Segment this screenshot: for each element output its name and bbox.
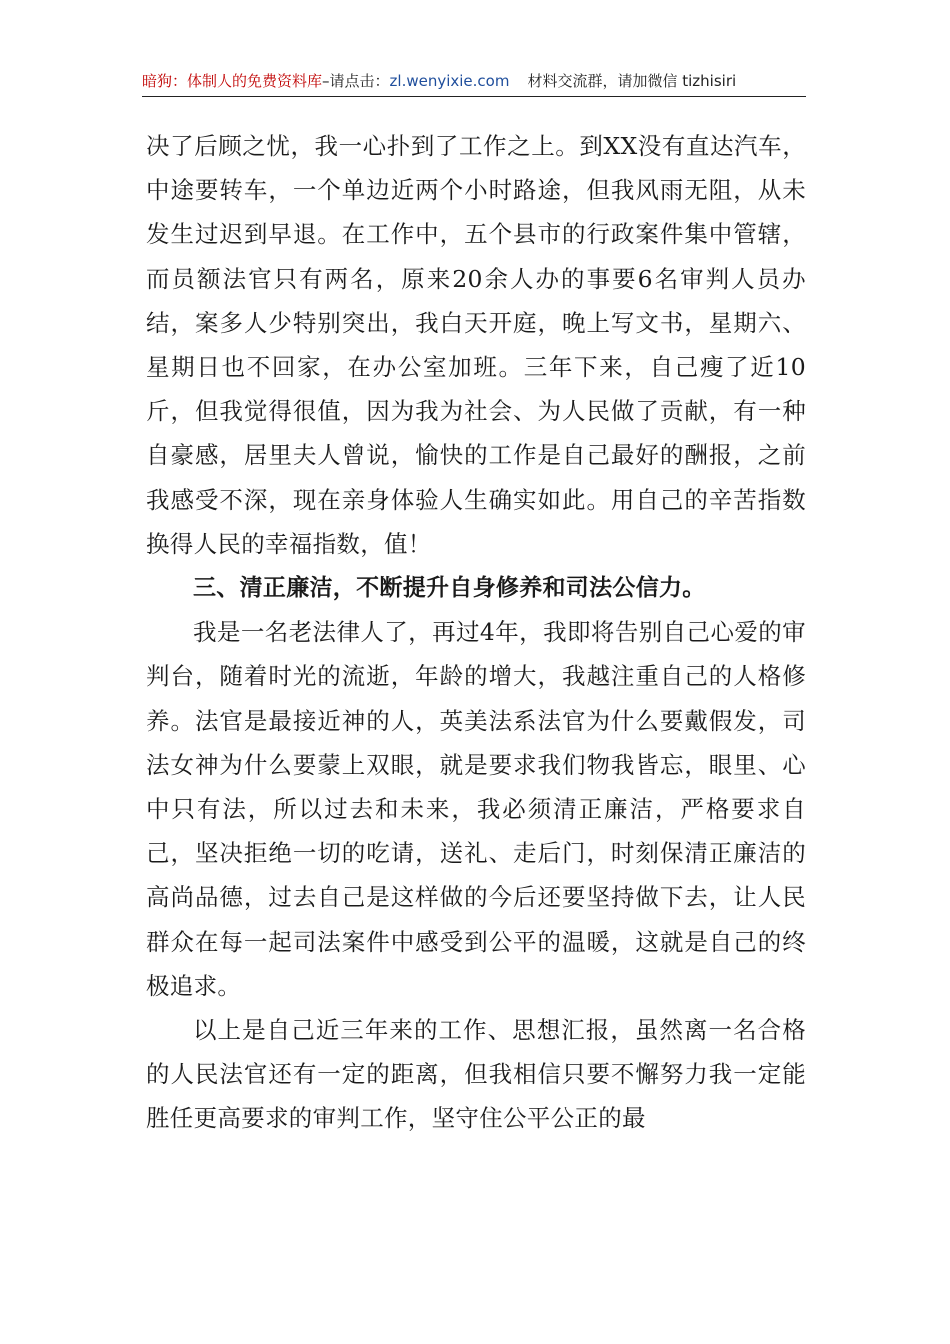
document-body — [146, 124, 806, 1141]
paragraph-summary: 以上是自己近三年来的工作、思想汇报，虽然离一名合格的人民法官还有一定的距离，但我相信只要不懈努力我一定能胜任更高要求的审判工作，坚守住公平公正的最 — [146, 1016, 806, 1133]
header-url-link[interactable]: zl.wenyixie.com — [389, 72, 510, 90]
paragraph-integrity: 我是一名老法律人了，再过4年，我即将告别自己心爱的审判台，随着时光的流逝，年龄的增大，我越注重自己的人格修养。法官是最接近神的人，英美法系法官为什么要戴假发，司法女神为什么要蒙上双眼，就是要求我们物我皆忘，眼里、心中只有法，所以过去和未来，我必须清正廉洁，严格要求自己，坚决拒绝一切的吃请，送礼、走后门，时刻保清正廉洁的高尚品德，过去自己是这样做的今后还要坚持做下去，让人民群众在每一起司法案件中感受到公平的温暖，这就是自己的终极追求。 — [146, 618, 806, 1000]
paragraph-continued: 决了后顾之忧，我一心扑到了工作之上。到XX没有直达汽车，中途要转车，一个单边近两个小时路途，但我风雨无阻，从未发生过迟到早退。在工作中，五个县市的行政案件集中管辖，而员额法官只有两名，原来20余人办的事要6名审判人员办结，案多人少特别突出，我白天开庭，晚上写文书，星期六、星期日也不回家，在办公室加班。三年下来，自己瘦了近10斤，但我觉得很值，因为我为社会、为人民做了贡献，有一种自豪感，居里夫人曾说，愉快的工作是自己最好的酬报，之前我感受不深，现在亲身体验人生确实如此。用自己的辛苦指数换得人民的幸福指数，值！ — [146, 132, 806, 558]
section-heading-3: 三、清正廉洁，不断提升自身修养和司法公信力。 — [193, 575, 706, 602]
header-contact: 材料交流群，请加微信 tizhisiri — [527, 72, 737, 90]
header-brand: 暗狗：体制人的免费资料库 — [142, 72, 323, 90]
header-click-prefix: –请点击： — [322, 72, 390, 90]
page-header — [142, 66, 806, 97]
